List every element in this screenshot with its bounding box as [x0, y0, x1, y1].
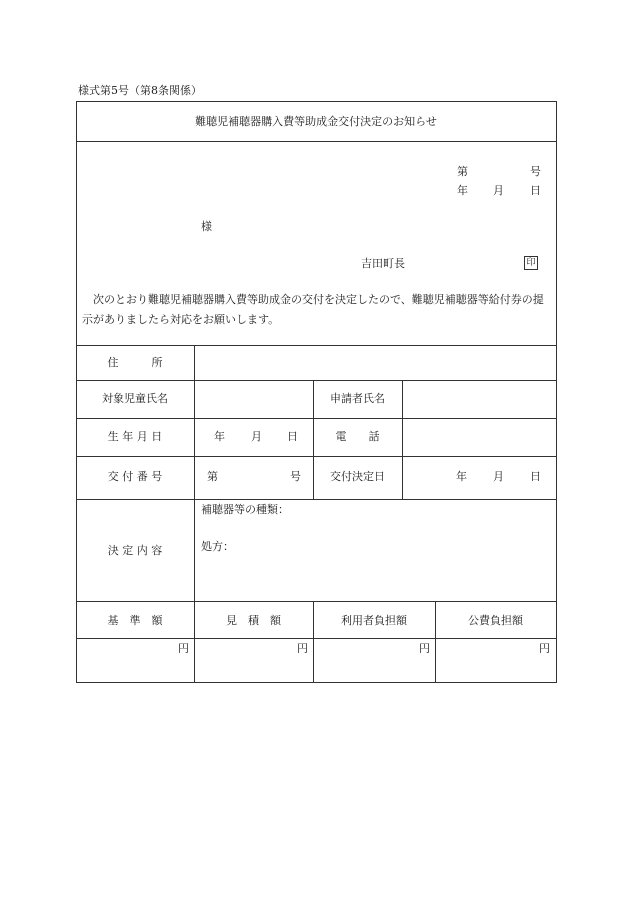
decision-month: 月	[493, 470, 504, 483]
row-line-4	[76, 499, 556, 500]
issue-number-prefix: 第	[207, 470, 218, 483]
col-line-amount-2	[313, 601, 314, 682]
doc-number-suffix: 号	[530, 165, 541, 178]
birth-month: 月	[251, 430, 262, 443]
decision-date-label: 交付決定日	[330, 470, 385, 483]
birth-day: 日	[287, 430, 298, 443]
decision-day: 日	[530, 470, 541, 483]
col-line-amount-3	[435, 601, 436, 682]
decision-content-label: 決 定 内 容	[107, 544, 163, 557]
yen-unit-standard: 円	[178, 642, 189, 655]
frame-bottom	[76, 682, 556, 683]
amount-header-user-share: 利用者負担額	[341, 614, 407, 627]
applicant-name-label: 申請者氏名	[330, 392, 385, 405]
birth-year: 年	[214, 430, 225, 443]
notice-body: 次のとおり難聴児補聴器購入費等助成金の交付を決定したので、難聴児補聴器等給付券の提示がありましたら対応をお願いします。	[82, 293, 544, 326]
birthdate-label: 生 年 月 日	[107, 430, 163, 443]
prescription-label: 処方：	[201, 540, 234, 553]
row-line-3	[76, 456, 556, 457]
address-label: 住 所	[107, 356, 163, 369]
decision-year: 年	[456, 470, 467, 483]
address-field[interactable]	[195, 346, 555, 379]
date-year: 年	[457, 184, 468, 197]
seal-box: 印	[524, 256, 538, 270]
child-name-label: 対象児童氏名	[102, 392, 168, 405]
issuer-name: 吉田町長	[361, 257, 405, 270]
issue-number-label: 交 付 番 号	[107, 470, 163, 483]
title-divider	[76, 141, 556, 142]
issue-number-suffix: 号	[290, 470, 301, 483]
applicant-name-field[interactable]	[403, 381, 555, 417]
document-title: 難聴児補聴器購入費等助成金交付決定のお知らせ	[195, 115, 437, 128]
amount-header-public-share: 公費負担額	[468, 614, 523, 627]
salutation: 様	[201, 220, 212, 233]
amount-header-estimate: 見 積 額	[226, 614, 281, 627]
form-number: 様式第5号（第8条関係）	[78, 84, 202, 97]
yen-unit-public-share: 円	[539, 642, 550, 655]
amount-header-standard: 基 準 額	[107, 614, 163, 627]
doc-number-prefix: 第	[457, 165, 468, 178]
row-line-5	[76, 601, 556, 602]
phone-label: 電 話	[335, 430, 380, 443]
child-name-field[interactable]	[195, 381, 312, 417]
phone-field[interactable]	[403, 419, 555, 455]
row-line-6	[76, 638, 556, 639]
device-type-label: 補聴器等の種類：	[201, 503, 289, 516]
frame-left	[76, 101, 77, 683]
frame-right	[556, 101, 557, 683]
yen-unit-user-share: 円	[419, 642, 430, 655]
date-month: 月	[493, 184, 504, 197]
frame-top	[76, 101, 556, 102]
yen-unit-estimate: 円	[297, 642, 308, 655]
date-day: 日	[530, 184, 541, 197]
